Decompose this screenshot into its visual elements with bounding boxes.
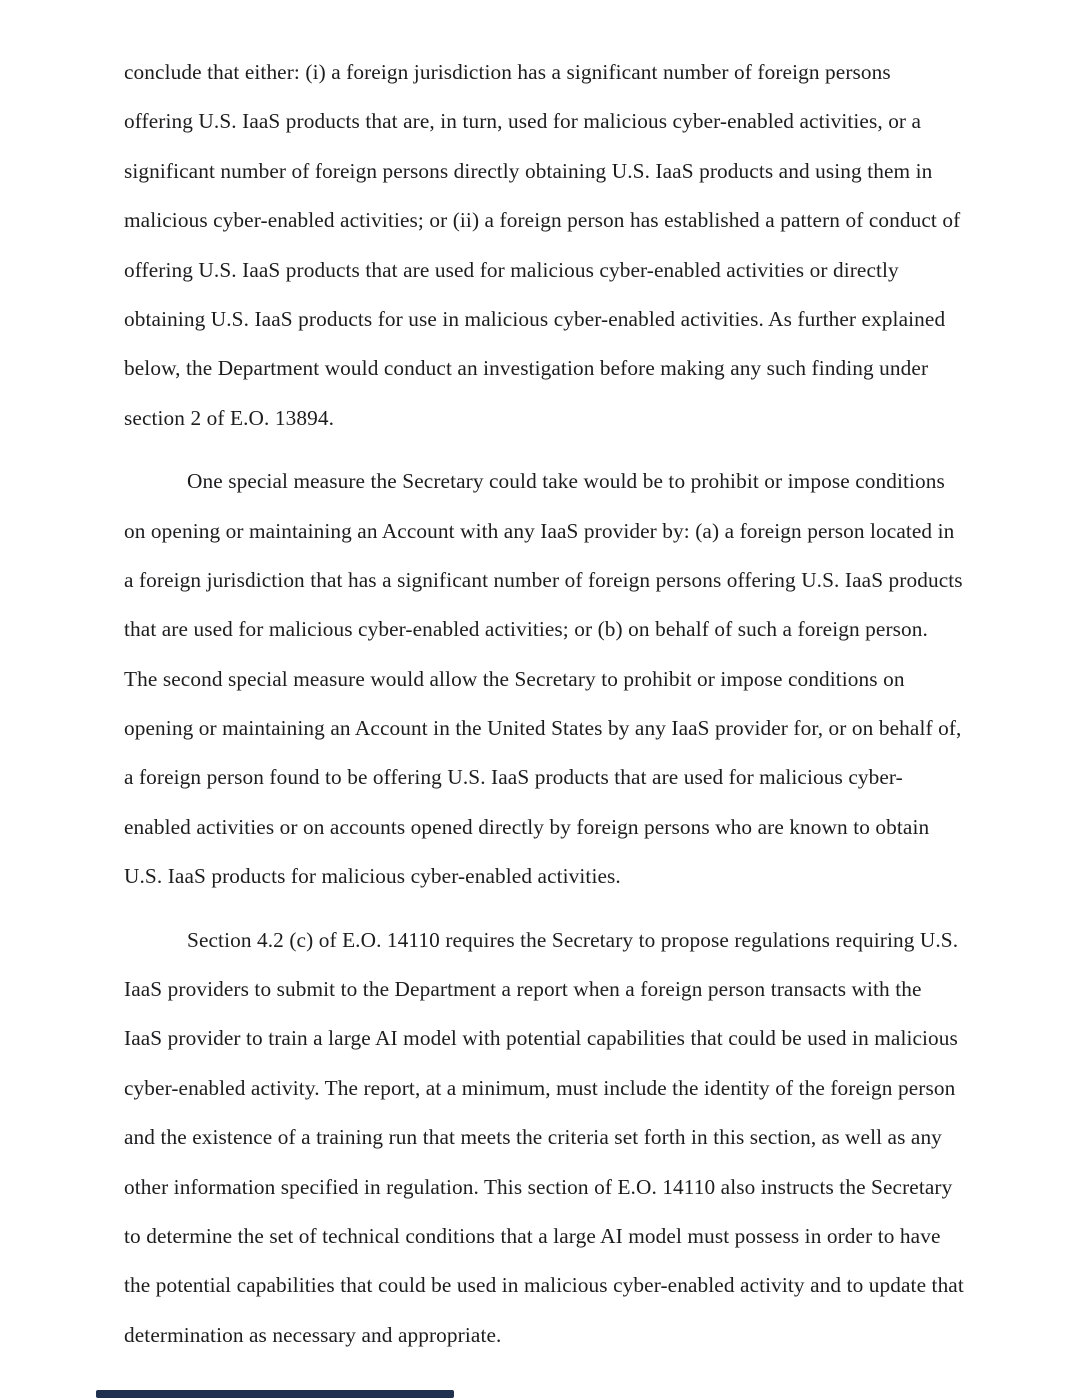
text-line: offering U.S. IaaS products that are used for malicious cyber-enabled activities or directly bbox=[124, 257, 899, 282]
text-line: to determine the set of technical conditions that a large AI model must possess in order to have bbox=[124, 1223, 941, 1248]
text-line: other information specified in regulation. This section of E.O. 14110 also instructs the Secretary bbox=[124, 1174, 953, 1199]
text-line: cyber-enabled activity. The report, at a minimum, must include the identity of the foreign person bbox=[124, 1075, 956, 1100]
text-line: One special measure the Secretary could take would be to prohibit or impose conditions bbox=[187, 469, 945, 494]
text-line: the potential capabilities that could be used in malicious cyber-enabled activity and to update that bbox=[124, 1273, 964, 1298]
text-line: opening or maintaining an Account in the United States by any IaaS provider for, or on behalf of, bbox=[124, 716, 962, 741]
text-line: on opening or maintaining an Account with any IaaS provider by: (a) a foreign person located in bbox=[124, 518, 955, 543]
document-body bbox=[124, 48, 964, 1360]
text-line: malicious cyber-enabled activities; or (ii) a foreign person has established a pattern of conduct of bbox=[124, 208, 961, 233]
text-line: significant number of foreign persons directly obtaining U.S. IaaS products and using them in bbox=[124, 158, 933, 183]
text-line: IaaS providers to submit to the Department a report when a foreign person transacts with the bbox=[124, 977, 922, 1002]
text-line: below, the Department would conduct an investigation before making any such finding under bbox=[124, 356, 929, 381]
horizontal-scrollbar-thumb[interactable] bbox=[96, 1390, 454, 1398]
text-line: that are used for malicious cyber-enabled activities; or (b) on behalf of such a foreign person. bbox=[124, 617, 928, 642]
text-line: and the existence of a training run that meets the criteria set forth in this section, as well as any bbox=[124, 1125, 942, 1150]
text-line: a foreign person found to be offering U.S. IaaS products that are used for malicious cyber- bbox=[124, 765, 903, 790]
text-line: offering U.S. IaaS products that are, in turn, used for malicious cyber-enabled activities, or a bbox=[124, 109, 922, 134]
paragraph bbox=[124, 916, 964, 1361]
text-line: section 2 of E.O. 13894. bbox=[124, 405, 335, 430]
text-line: U.S. IaaS products for malicious cyber-enabled activities. bbox=[124, 864, 621, 889]
text-line: IaaS provider to train a large AI model with potential capabilities that could be used in malicious bbox=[124, 1026, 958, 1051]
text-line: Section 4.2 (c) of E.O. 14110 requires the Secretary to propose regulations requiring U.S. bbox=[187, 927, 959, 952]
text-line: a foreign jurisdiction that has a significant number of foreign persons offering U.S. IaaS products bbox=[124, 567, 963, 592]
text-line: enabled activities or on accounts opened directly by foreign persons who are known to obtain bbox=[124, 814, 930, 839]
paragraph bbox=[124, 48, 961, 443]
text-line: obtaining U.S. IaaS products for use in malicious cyber-enabled activities. As further explained bbox=[124, 306, 946, 331]
text-line: conclude that either: (i) a foreign jurisdiction has a significant number of foreign persons bbox=[124, 60, 891, 84]
text-line: determination as necessary and appropriate. bbox=[124, 1322, 502, 1347]
text-line: The second special measure would allow the Secretary to prohibit or impose conditions on bbox=[124, 666, 905, 691]
paragraph bbox=[124, 457, 963, 902]
